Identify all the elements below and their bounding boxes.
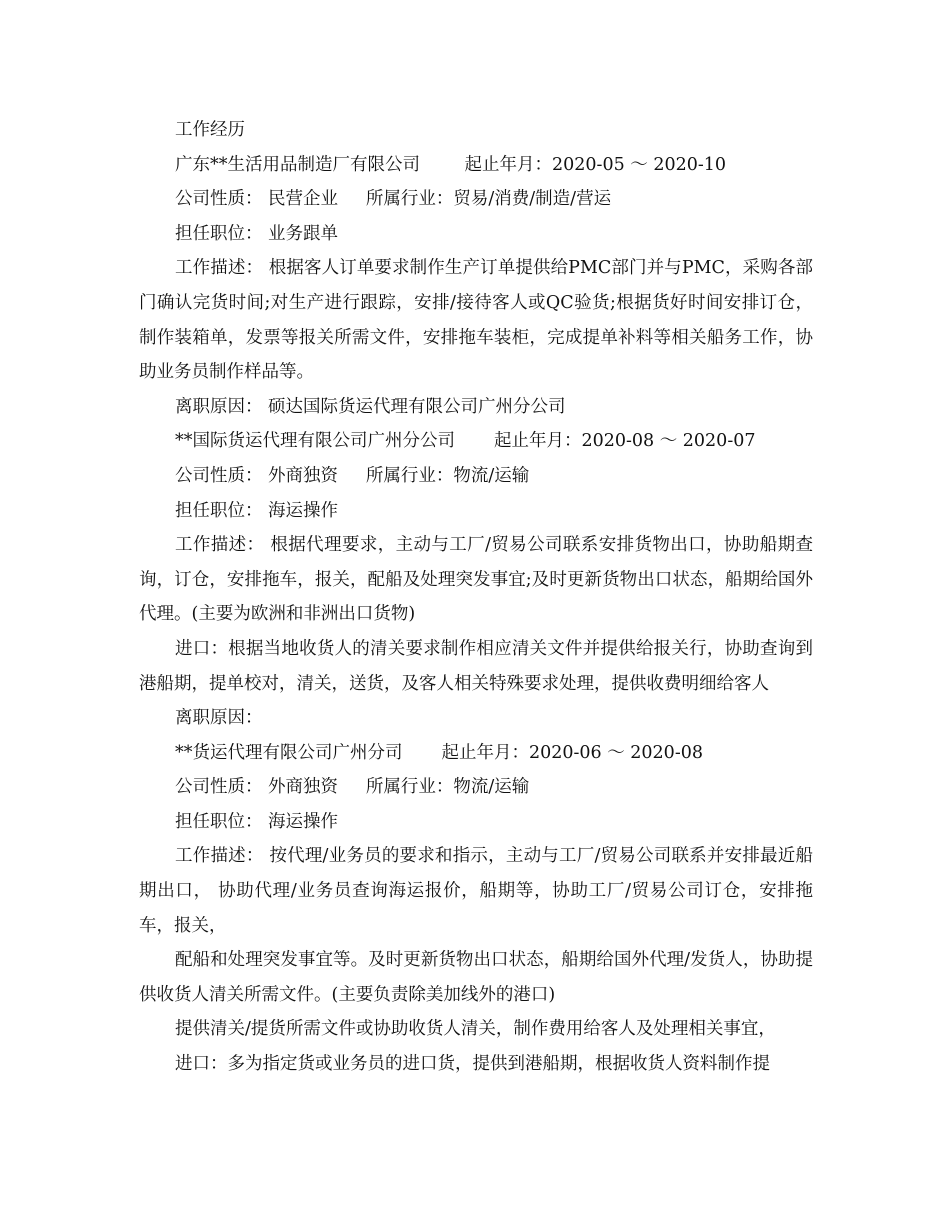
job-description: 工作描述： 根据代理要求，主动与工厂/贸易公司联系安排货物出口，协助船期查询，订仓，安排拖车，报关，配船及处理突发事宜;及时更新货物出口状态，船期给国外代理。(主要为欧洲和非洲出口货物) <box>139 535 813 625</box>
company-nature-line: 公司性质： 民营企业 所属行业：贸易/消费/制造/营运 <box>175 189 612 210</box>
company-nature-line: 公司性质： 外商独资 所属行业：物流/运输 <box>175 465 530 486</box>
job-description: 工作描述： 按代理/业务员的要求和指示，主动与工厂/贸易公司联系并安排最近船期出口， 协助代理/业务员查询海运报价，船期等，协助工厂/贸易公司订仓，安排拖车，报关， <box>139 846 813 936</box>
position-line: 担任职位： 海运操作 <box>175 500 339 521</box>
job-description: 工作描述： 根据客人订单要求制作生产订单提供给PMC部门并与PMC，采购各部门确认完货时间;对生产进行跟踪，安排/接待客人或QC验货;根据货好时间安排订仓，制作装箱单，发票等报关所需文件，安排拖车装柜，完成提单补料等相关船务工作，协助业务员制作样品等。 <box>139 258 813 383</box>
position-line: 担任职位： 业务跟单 <box>175 223 339 244</box>
company-line: **货运代理有限公司广州分司 起止年月：2020-06 ～ 2020-08 <box>175 742 703 763</box>
import-description: 进口：多为指定货或业务员的进口货，提供到港船期，根据收货人资料制作提 <box>175 1054 770 1075</box>
job-description-continued: 配船和处理突发事宜等。及时更新货物出口状态，船期给国外代理/发货人，协助提供收货人清关所需文件。(主要负责除美加线外的港口) <box>139 950 813 1005</box>
leave-reason-line: 离职原因： <box>175 708 263 729</box>
import-description: 进口：根据当地收货人的清关要求制作相应清关文件并提供给报关行，协助查询到港船期，提单校对，清关，送货，及客人相关特殊要求处理，提供收费明细给客人 <box>139 638 813 694</box>
section-heading: 工作经历 <box>175 120 245 140</box>
leave-reason-line: 离职原因： 硕达国际货运代理有限公司广州分公司 <box>175 396 566 417</box>
document-body <box>139 113 813 1082</box>
company-line: **国际货运代理有限公司广州分公司 起止年月：2020-08 ～ 2020-07 <box>175 431 756 452</box>
company-nature-line: 公司性质： 外商独资 所属行业：物流/运输 <box>175 777 530 798</box>
company-line: 广东**生活用品制造厂有限公司 起止年月：2020-05 ～ 2020-10 <box>175 154 727 175</box>
clearance-description: 提供清关/提货所需文件或协助收货人清关，制作费用给客人及处理相关事宜， <box>175 1019 776 1040</box>
position-line: 担任职位： 海运操作 <box>175 811 339 832</box>
